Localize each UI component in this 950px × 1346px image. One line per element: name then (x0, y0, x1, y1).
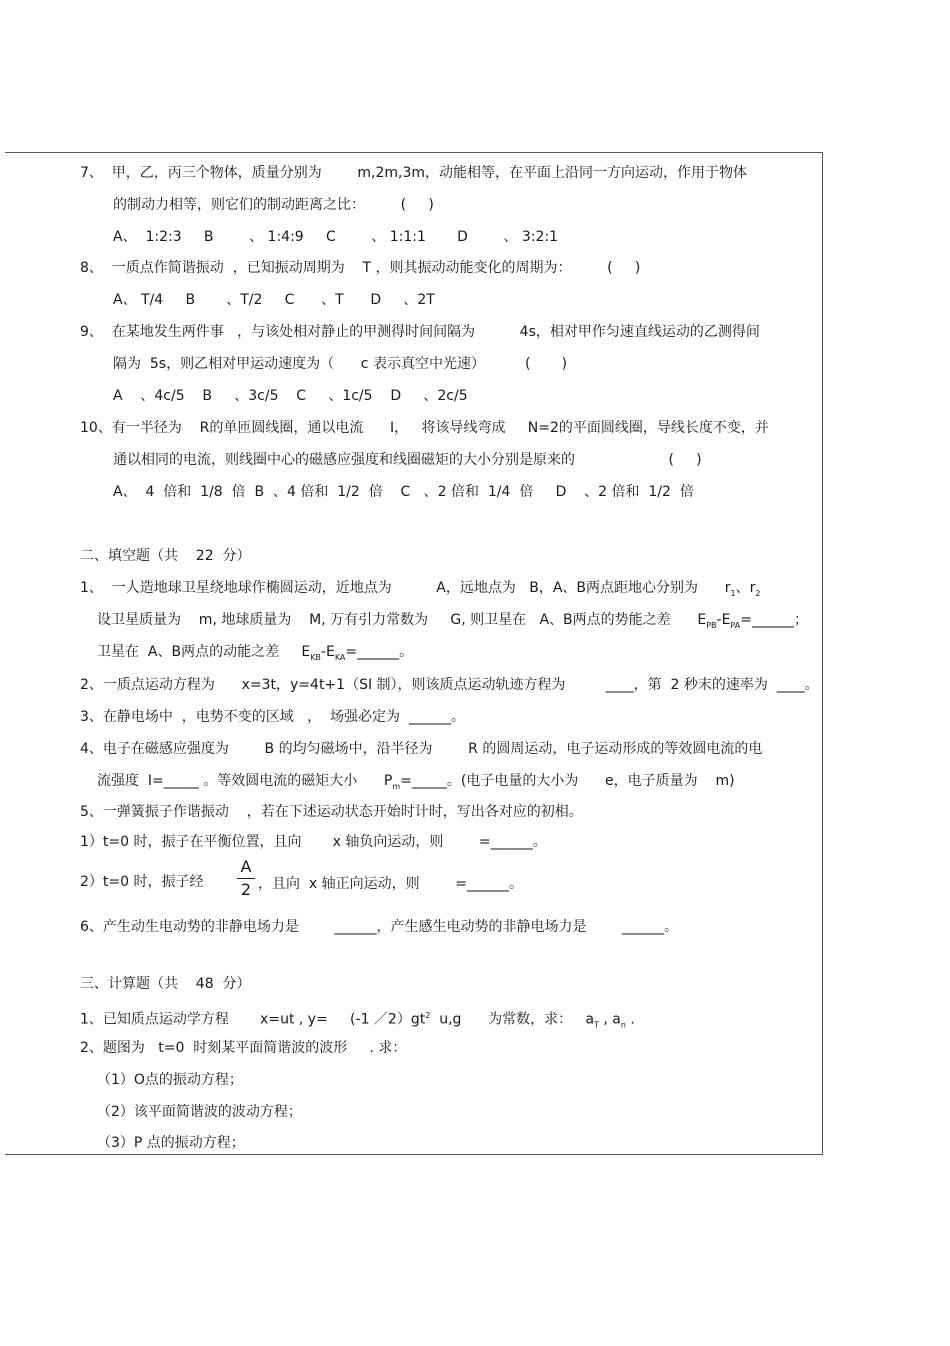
c1-text-c: , a (598, 1011, 621, 1028)
f1-line2-mid: -E (716, 612, 731, 628)
c2-line2: （1）O点的振动方程； (97, 1072, 243, 1088)
f1-epa-sub: PA (730, 620, 741, 630)
f4-line2 (97, 772, 735, 796)
q9-line2: 隔为 5s，则乙相对甲运动速度为（ c 表示真空中光速） ( ) (113, 356, 568, 372)
f4-line2-text: 流强度 I=_____ 。等效圆电流的磁矩大小 P (97, 773, 393, 789)
c2-line4: （3）P 点的振动方程； (97, 1135, 245, 1151)
c1-text-a: 1、已知质点运动学方程 x=ut , y= (-1 ／2）gt (80, 1011, 426, 1028)
c1-an-sub: n (620, 1020, 626, 1030)
c2-line1: 2、题图为 t=0 时刻某平面简谐波的波形 . 求： (80, 1040, 407, 1056)
c2-line3: （2）该平面简谐波的波动方程； (97, 1104, 302, 1120)
f1-ekb-sub: KB (310, 652, 321, 662)
f5-line3-b: ，且向 x 轴正向运动，则 =______。 (258, 876, 523, 892)
c1-text-d: . (625, 1011, 635, 1028)
f1-epb-sub: PB (706, 620, 717, 630)
f1-line3 (97, 643, 413, 667)
fraction-a-over-2 (237, 858, 255, 899)
fraction-numerator: A (240, 857, 252, 876)
q7-line2: 的制动力相等，则它们的制动距离之比： ( ) (113, 197, 434, 213)
c1-at-sub: T (594, 1020, 599, 1030)
fraction-bar (237, 878, 255, 879)
f1-line1-text: 1、 一人造地球卫星绕地球作椭圆运动，近地点为 A，远地点为 B，A、B两点距地心分别为 r (80, 580, 731, 596)
f3-line: 3、在静电场中 ，电势不变的区域 ， 场强必定为 ______。 (80, 709, 465, 725)
f5-line3-a: 2）t=0 时，振子经 (80, 874, 204, 890)
f2-line: 2、一质点运动方程为 x=3t，y=4t+1（SI 制），则该质点运动轨迹方程为 ____，第 2 秒末的速率为 ____。 (80, 677, 819, 693)
section-calc-title: 三、计算题（共 48 分） (80, 976, 251, 992)
f4-pm-sub: m (392, 781, 401, 791)
f1-line3-end: =______。 (345, 644, 414, 660)
q7-line1: 7、 甲，乙，丙三个物体，质量分别为 m,2m,3m，动能相等，在平面上沿同一方向运动，作用于物体 (80, 165, 748, 181)
f6-line: 6、产生动生电动势的非静电场力是 ______，产生感生电动势的非静电场力是 ______。 (80, 919, 679, 935)
f4-line2-end: =_____。(电子电量的大小为 e，电子质量为 m) (400, 773, 735, 789)
f1-eka-sub: KA (334, 652, 346, 662)
f1-r1-sub: 1 (730, 588, 736, 598)
c1-line (80, 1007, 635, 1034)
f4-line1: 4、电子在磁感应强度为 B 的均匀磁场中，沿半径为 R 的圆周运动，电子运动形成的等效圆电流的电 (80, 741, 763, 757)
f1-mid: 、r (735, 580, 756, 596)
q9-line1: 9、 在某地发生两件事 ，与该处相对静止的甲测得时间间隔为 4s，相对甲作匀速直线运动的乙测得间 (80, 324, 760, 340)
q10-line2: 通以相同的电流，则线圈中心的磁感应强度和线圈磁矩的大小分别是原来的 ( ) (113, 452, 702, 468)
fraction-denominator: 2 (240, 880, 252, 899)
f1-line2 (97, 611, 808, 635)
q8-line1: 8、 一质点作简谐振动 ，已知振动周期为 T ，则其振动动能变化的周期为： ( ) (80, 260, 641, 276)
c1-text-b: u,g 为常数，求： a (430, 1011, 595, 1028)
f5-line1: 5、一弹簧振子作谐振动 ，若在下述运动状态开始时计时，写出各对应的初相。 (80, 804, 583, 820)
f1-line2-text: 设卫星质量为 m, 地球质量为 M, 万有引力常数为 G, 则卫星在 A、B两点的势能之差 E (97, 612, 707, 628)
f1-line3-mid: -E (320, 644, 335, 660)
f1-line3-text: 卫星在 A、B两点的动能之差 E (97, 644, 311, 660)
q10-line1: 10、有一半径为 R的单匝圆线圈，通以电流 I， 将该导线弯成 N=2的平面圆线圈，导线长度不变，并 (80, 420, 769, 436)
f1-r2-sub: 2 (755, 588, 761, 598)
f1-line2-end: =______； (740, 612, 808, 628)
f1-line1 (80, 579, 760, 603)
q9-options: A 、4c/5 B 、3c/5 C 、1c/5 D 、2c/5 (113, 388, 468, 404)
f5-line2: 1）t=0 时，振子在平衡位置，且向 x 轴负向运动，则 =______。 (80, 834, 547, 850)
q8-options: A、 T/4 B 、T/2 C 、T D 、2T (113, 292, 435, 308)
q10-options: A、 4 倍和 1/8 倍 B 、4 倍和 1/2 倍 C 、2 倍和 1/4 倍 D 、2 倍和 1/2 倍 (113, 484, 694, 500)
section-fill-in-title: 二、填空题（共 22 分） (80, 548, 251, 564)
q7-options: A、 1:2:3 B 、 1:4:9 C 、 1:1:1 D 、 3:2:1 (113, 229, 559, 245)
c1-square-sup: 2 (425, 1011, 431, 1020)
